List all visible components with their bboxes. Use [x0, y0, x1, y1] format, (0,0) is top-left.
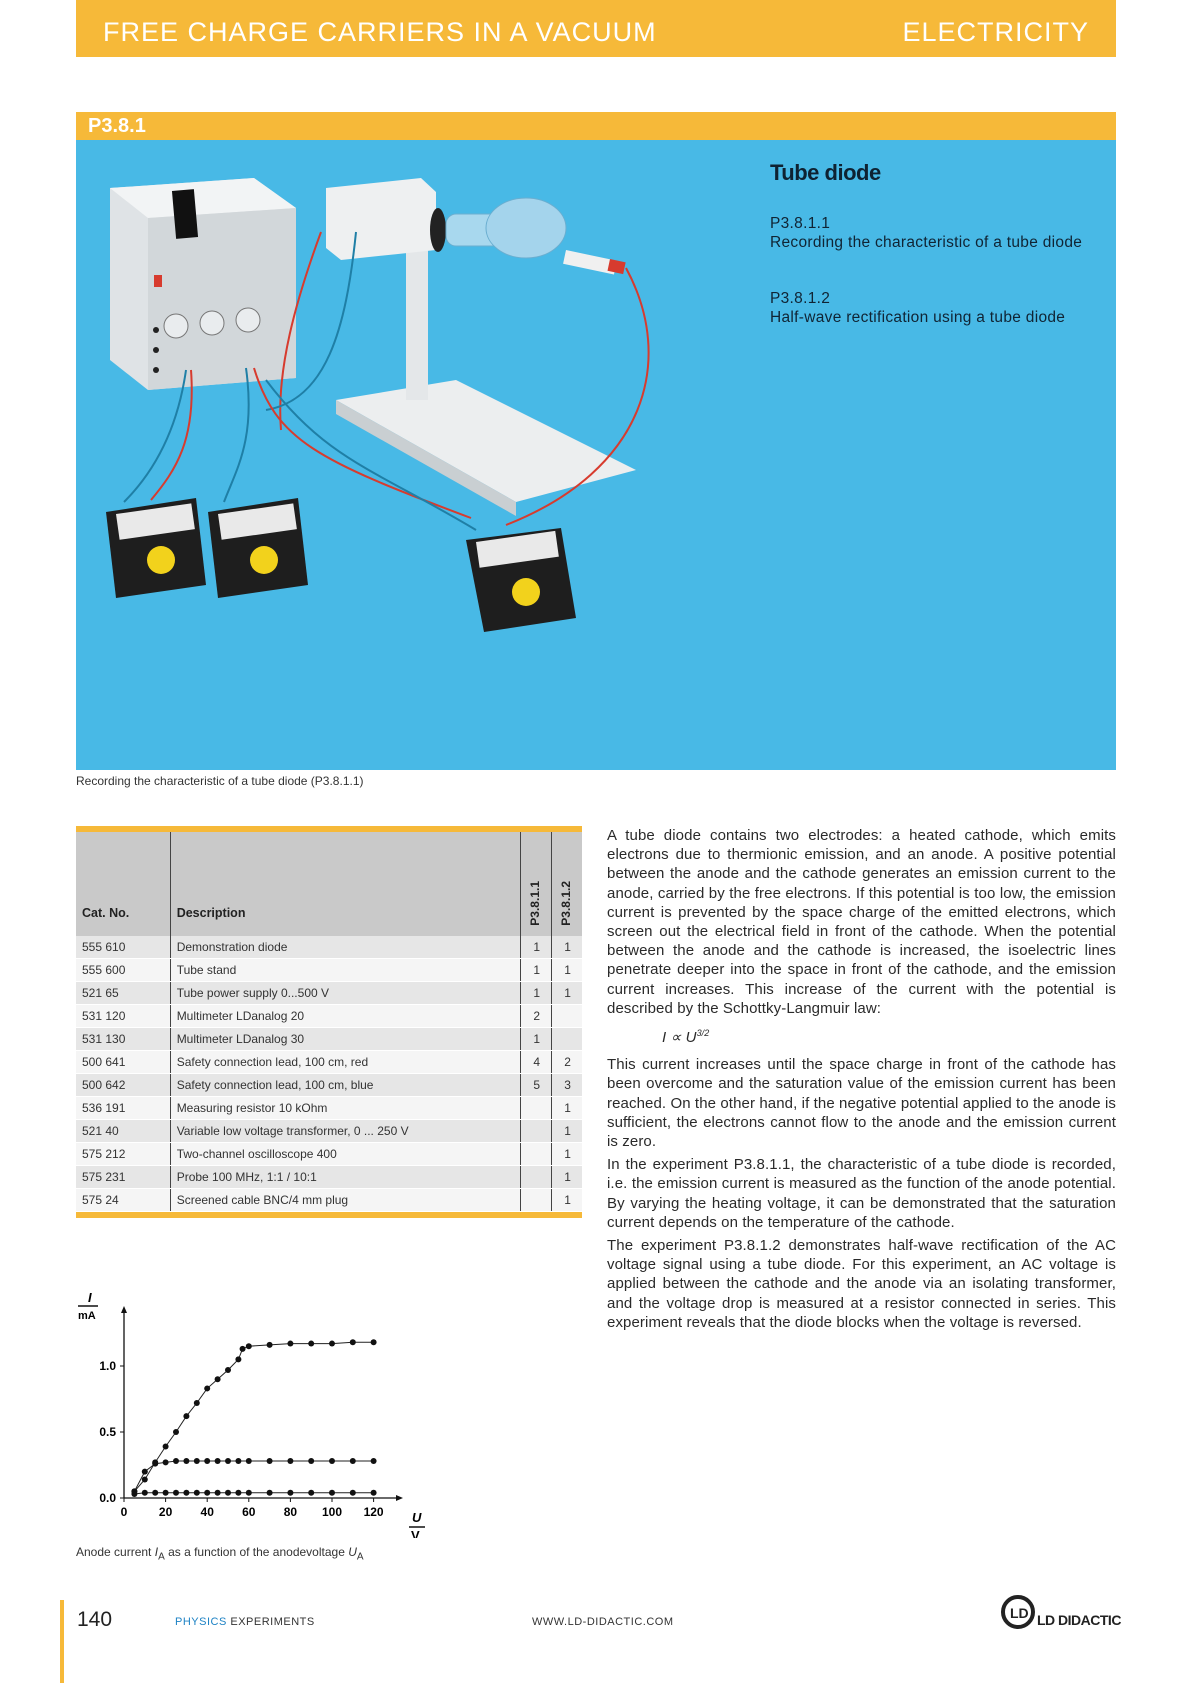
equipment-table — [76, 826, 582, 1218]
cell-cat: 521 40 — [76, 1120, 170, 1143]
cell-q2: 1 — [552, 982, 582, 1005]
data-point — [235, 1458, 241, 1464]
cell-q1: 1 — [521, 959, 552, 982]
data-point — [152, 1490, 158, 1496]
series-line-1 — [134, 1461, 373, 1491]
cell-q2: 1 — [552, 1097, 582, 1120]
cell-cat: 575 212 — [76, 1143, 170, 1166]
page-number: 140 — [77, 1608, 113, 1631]
ld-logo-icon — [1000, 1590, 1040, 1630]
table-row — [76, 1028, 582, 1051]
header-exp-1: P3.8.1.1 — [521, 832, 552, 936]
data-point — [308, 1341, 314, 1347]
cell-cat: 521 65 — [76, 982, 170, 1005]
graph-caption: Anode current $I_A$ as a function of the anodevoltage $U_A$ — [76, 1545, 364, 1563]
cell-cat: 555 600 — [76, 959, 170, 982]
experiment-code-2: P3.8.1.2 — [770, 290, 831, 307]
data-point — [329, 1458, 335, 1464]
series-line-2 — [134, 1493, 373, 1494]
data-point — [225, 1490, 231, 1496]
table-row — [76, 1120, 582, 1143]
paragraph-2: This current increases until the space charge in front of the cathode has been overcome and the saturation value of the emission current has been reached. On the other hand, if the negative potential applied to the anode is sufficient, the electrons cannot flow to the anode and the emission current is zero. — [607, 1056, 1116, 1151]
x-axis-arrow — [396, 1495, 403, 1501]
data-point — [240, 1346, 246, 1352]
cell-cat: 500 641 — [76, 1051, 170, 1074]
footer-series: PHYSICS EXPERIMENTS — [175, 1616, 315, 1628]
cell-desc: Variable low voltage transformer, 0 ... 250 V — [170, 1120, 521, 1143]
table-row — [76, 1051, 582, 1074]
data-point — [246, 1490, 252, 1496]
table-row — [76, 1189, 582, 1212]
data-point — [215, 1490, 221, 1496]
x-tick-label: 100 — [321, 1505, 343, 1519]
y-tick-label: 1.0 — [99, 1359, 116, 1373]
cell-desc: Screened cable BNC/4 mm plug — [170, 1189, 521, 1212]
table-row — [76, 1074, 582, 1097]
data-point — [142, 1477, 148, 1483]
data-point — [329, 1341, 335, 1347]
experiment-title: Tube diode — [770, 160, 881, 185]
cell-q2: 1 — [552, 959, 582, 982]
data-point — [329, 1490, 335, 1496]
data-point — [183, 1458, 189, 1464]
cell-cat: 500 642 — [76, 1074, 170, 1097]
data-point — [350, 1339, 356, 1345]
x-axis-label-top: U — [412, 1510, 422, 1525]
cell-q2: 2 — [552, 1051, 582, 1074]
cell-q1 — [521, 1143, 552, 1166]
data-point — [235, 1490, 241, 1496]
table-row — [76, 1005, 582, 1028]
y-axis-label-bottom: mA — [78, 1310, 96, 1322]
cell-q2: 1 — [552, 1120, 582, 1143]
cell-q2: 1 — [552, 1166, 582, 1189]
data-point — [152, 1461, 158, 1467]
cell-q1 — [521, 1097, 552, 1120]
data-point — [163, 1459, 169, 1465]
data-point — [173, 1490, 179, 1496]
table-row — [76, 982, 582, 1005]
subject-title: ELECTRICITY — [902, 17, 1089, 47]
footer-website[interactable]: WWW.LD-DIDACTIC.COM — [532, 1616, 674, 1628]
cell-q1: 4 — [521, 1051, 552, 1074]
cell-q1: 2 — [521, 1005, 552, 1028]
cell-desc: Safety connection lead, 100 cm, red — [170, 1051, 521, 1074]
data-point — [371, 1458, 377, 1464]
x-tick-label: 60 — [242, 1505, 256, 1519]
y-tick-label: 0.5 — [99, 1425, 116, 1439]
cell-q1 — [521, 1189, 552, 1212]
data-point — [267, 1342, 273, 1348]
header-description: Description — [170, 832, 521, 936]
table-row — [76, 1143, 582, 1166]
paragraph-1: A tube diode contains two electrodes: a heated cathode, which emits electrons due to thermionic emission, and an anode. A positive potential between the anode and the cathode generates an emission current to the anode, carried by the free electrons. If this potential is too low, the emission current is prevented by the space charge of the emitted electrons, which screen out the electrical field in front of the cathode. When the potential between the anode and the cathode is increased, the isoelectric lines penetrate deeper into the space in front of the cathode, and the emission current increases. This increase of the current with the potential is described by the Schottky-Langmuir law: — [607, 827, 1116, 1017]
data-point — [267, 1458, 273, 1464]
footer-bar — [60, 1600, 64, 1683]
data-point — [287, 1458, 293, 1464]
header-cat-no: Cat. No. — [76, 832, 170, 936]
data-point — [308, 1490, 314, 1496]
experiment-item-1 — [770, 214, 1090, 252]
x-axis-label-bottom: V — [411, 1528, 420, 1538]
characteristic-chart — [76, 1288, 436, 1543]
data-point — [142, 1469, 148, 1475]
data-point — [163, 1444, 169, 1450]
data-point — [225, 1367, 231, 1373]
data-point — [350, 1490, 356, 1496]
cell-q1: 1 — [521, 982, 552, 1005]
table-row — [76, 1097, 582, 1120]
data-point — [173, 1429, 179, 1435]
data-point — [371, 1490, 377, 1496]
photo-caption: Recording the characteristic of a tube diode (P3.8.1.1) — [76, 774, 364, 788]
y-tick-label: 0.0 — [99, 1491, 116, 1505]
schottky-langmuir-formula: $I \propto U^{3/2}$ — [662, 1028, 710, 1047]
experiment-text-1: Recording the characteristic of a tube diode — [770, 234, 1083, 251]
data-point — [215, 1458, 221, 1464]
data-point — [267, 1490, 273, 1496]
cell-q1 — [521, 1166, 552, 1189]
paragraph-4: The experiment P3.8.1.2 demonstrates half-wave rectification of the AC voltage signal using a tube diode. For this experiment, an AC voltage is applied between the cathode and the anode via an isolating transformer, and the voltage drop is measured at a resistor connected in series. This experiment reveals that the diode blocks when the voltage is reversed. — [607, 1237, 1116, 1331]
cell-desc: Multimeter LDanalog 20 — [170, 1005, 521, 1028]
y-axis-arrow — [121, 1306, 127, 1313]
data-point — [225, 1458, 231, 1464]
cell-desc: Tube stand — [170, 959, 521, 982]
cell-q1 — [521, 1120, 552, 1143]
cell-desc: Safety connection lead, 100 cm, blue — [170, 1074, 521, 1097]
body-text — [607, 826, 1116, 1336]
section-code: P3.8.1 — [88, 115, 146, 137]
cell-cat: 575 231 — [76, 1166, 170, 1189]
data-point — [308, 1458, 314, 1464]
chapter-title: FREE CHARGE CARRIERS IN A VACUUM — [103, 17, 657, 47]
cell-q1: 1 — [521, 936, 552, 959]
cell-desc: Demonstration diode — [170, 936, 521, 959]
experiment-item-2 — [770, 289, 1090, 327]
header-exp-2: P3.8.1.2 — [552, 832, 582, 936]
table-row — [76, 936, 582, 959]
cell-desc: Two-channel oscilloscope 400 — [170, 1143, 521, 1166]
data-point — [194, 1490, 200, 1496]
data-point — [163, 1490, 169, 1496]
paragraph-3: In the experiment P3.8.1.1, the characteristic of a tube diode is recorded, i.e. the emission current is measured as the function of the anode potential. By varying the heating voltage, it can be demonstrated that the saturation current depends on the temperature of the cathode. — [607, 1156, 1116, 1231]
data-point — [204, 1385, 210, 1391]
x-tick-label: 0 — [120, 1505, 128, 1519]
data-point — [183, 1490, 189, 1496]
table-row — [76, 959, 582, 982]
cell-desc: Multimeter LDanalog 30 — [170, 1028, 521, 1051]
data-point — [350, 1458, 356, 1464]
experiment-code-1: P3.8.1.1 — [770, 215, 831, 232]
data-point — [371, 1339, 377, 1345]
data-point — [142, 1490, 148, 1496]
cell-cat: 575 24 — [76, 1189, 170, 1212]
data-point — [183, 1413, 189, 1419]
cell-q2: 1 — [552, 1143, 582, 1166]
data-point — [131, 1491, 137, 1497]
data-point — [215, 1376, 221, 1382]
cell-q2: 1 — [552, 1189, 582, 1212]
section-bar — [76, 112, 1116, 140]
data-point — [204, 1458, 210, 1464]
cell-cat: 536 191 — [76, 1097, 170, 1120]
data-point — [287, 1490, 293, 1496]
data-point — [194, 1458, 200, 1464]
cell-desc: Measuring resistor 10 kOhm — [170, 1097, 521, 1120]
data-point — [204, 1490, 210, 1496]
cell-q2: 3 — [552, 1074, 582, 1097]
cell-q1: 1 — [521, 1028, 552, 1051]
cell-desc: Tube power supply 0...500 V — [170, 982, 521, 1005]
x-tick-label: 80 — [283, 1505, 298, 1519]
data-point — [235, 1356, 241, 1362]
series-line-0 — [134, 1342, 373, 1491]
cell-cat: 531 120 — [76, 1005, 170, 1028]
page-header — [76, 0, 1116, 57]
cell-cat: 531 130 — [76, 1028, 170, 1051]
cell-q2 — [552, 1028, 582, 1051]
data-point — [287, 1341, 293, 1347]
data-point — [246, 1343, 252, 1349]
apparatus-photo — [76, 140, 1116, 770]
logo-text: LD DIDACTIC — [1037, 1612, 1121, 1628]
cell-q1: 5 — [521, 1074, 552, 1097]
chart-svg — [76, 1288, 436, 1538]
cell-desc: Probe 100 MHz, 1:1 / 10:1 — [170, 1166, 521, 1189]
data-point — [173, 1458, 179, 1464]
cell-cat: 555 610 — [76, 936, 170, 959]
data-point — [194, 1400, 200, 1406]
table-row — [76, 1166, 582, 1189]
svg-text:LD: LD — [1010, 1605, 1029, 1621]
x-tick-label: 40 — [200, 1505, 214, 1519]
y-axis-label-top: I — [88, 1290, 92, 1305]
x-tick-label: 120 — [363, 1505, 384, 1519]
cell-q2 — [552, 1005, 582, 1028]
x-tick-label: 20 — [158, 1505, 173, 1519]
experiment-text-2: Half-wave rectification using a tube diode — [770, 309, 1066, 326]
cell-q2: 1 — [552, 936, 582, 959]
data-point — [246, 1458, 252, 1464]
